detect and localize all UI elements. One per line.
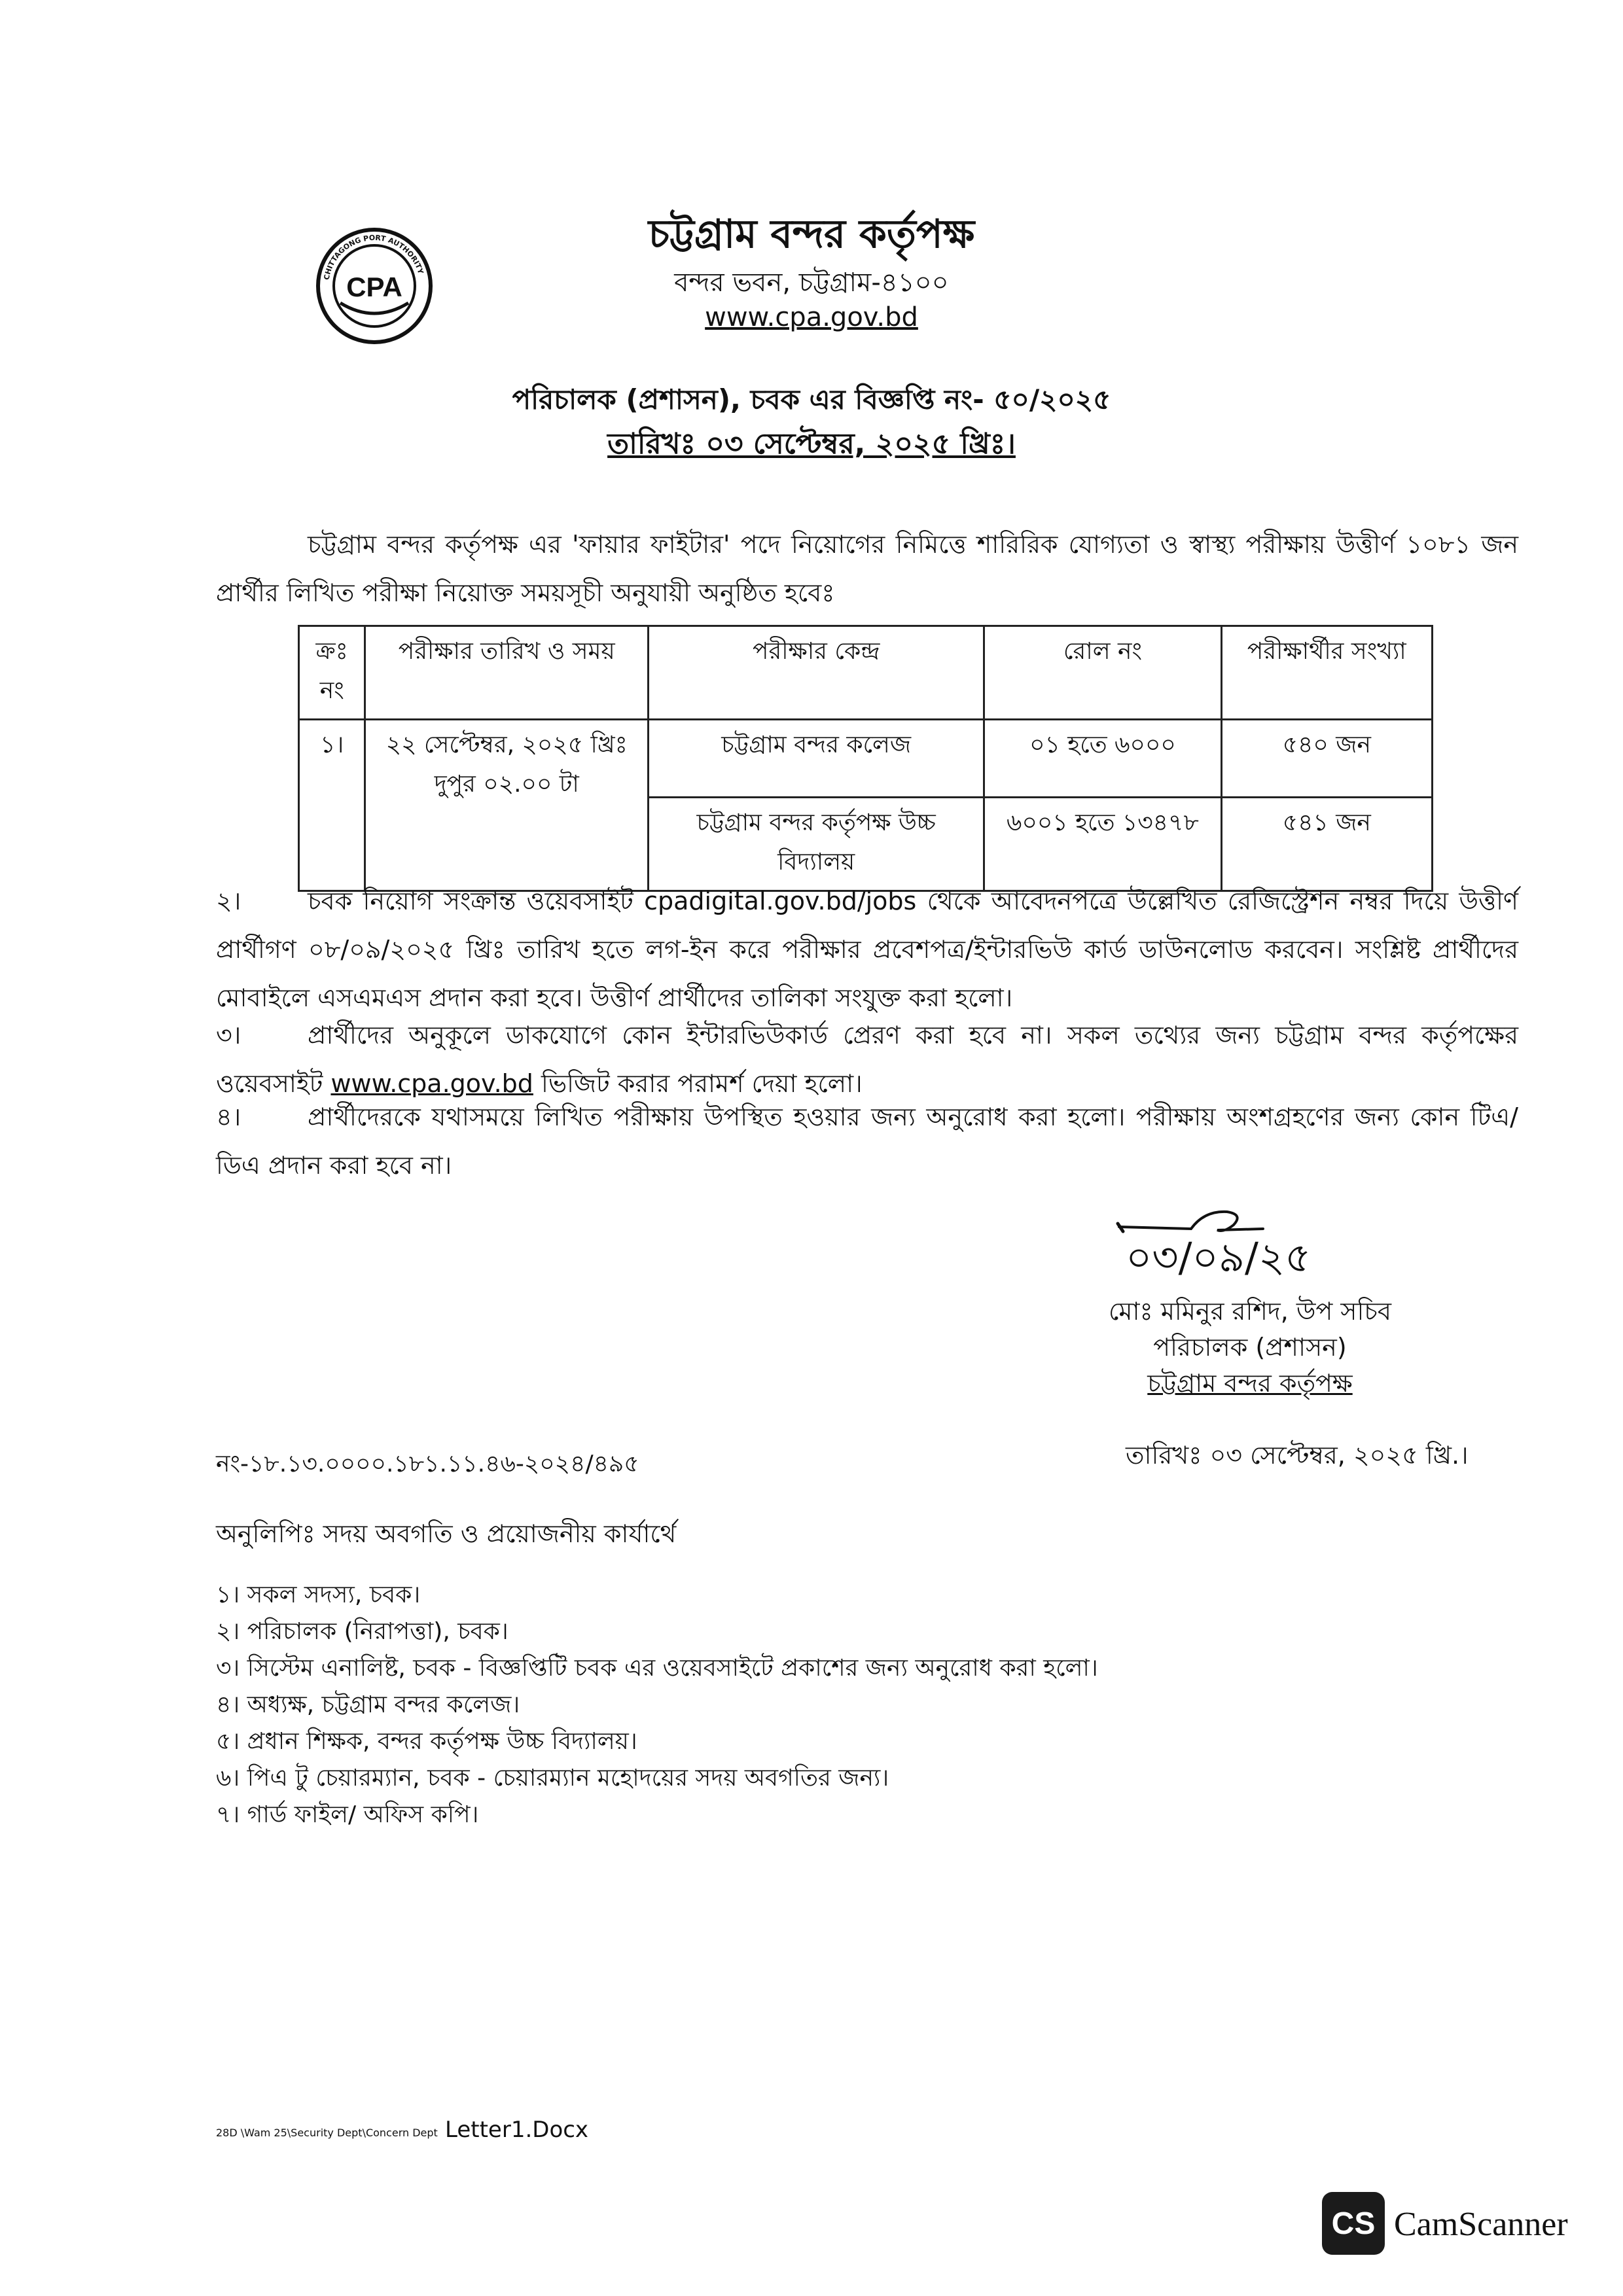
paragraph-number: ২। — [216, 887, 241, 915]
header-exam-center: পরীক্ষার কেন্দ্র — [649, 626, 984, 720]
svg-text:CPA: CPA — [346, 272, 402, 302]
header-serial: ক্রঃ নং — [299, 626, 365, 720]
cell-date-time — [365, 720, 649, 891]
paragraph-4 — [216, 1093, 1518, 1190]
signatory-title: পরিচালক (প্রশাসন) — [1153, 1333, 1347, 1362]
list-item: ৭। গার্ড ফাইল/ অফিস কপি। — [216, 1801, 479, 1828]
cell-exam-center: চট্টগ্রাম বন্দর কলেজ — [649, 720, 984, 798]
list-item: ৫। প্রধান শিক্ষক, বন্দর কর্তৃপক্ষ উচ্চ বিদ্যালয়। — [216, 1728, 637, 1755]
camscanner-brand: CamScanner — [1394, 2206, 1568, 2243]
table-row — [299, 720, 1433, 798]
intro-paragraph: চট্টগ্রাম বন্দর কর্তৃপক্ষ এর 'ফায়ার ফাইটার' পদে নিয়োগের নিমিত্তে শারিরিক যোগ্যতা ও স্বাস্থ্য পরীক্ষায় উত্তীর্ণ ১০৮১ জন প্রার্থীর লিখিত পরীক্ষা নিয়োক্ত সময়সূচী অনুযায়ী অনুষ্ঠিত হবেঃ — [216, 530, 1518, 607]
paragraph-number: ৪। — [216, 1103, 241, 1131]
list-item: ৪। অধ্যক্ষ, চট্টগ্রাম বন্দর কলেজ। — [216, 1691, 520, 1718]
footer-file-path: 28D \Wam 25\Security Dept\Concern Dept — [216, 2127, 438, 2139]
cell-exam-center: চট্টগ্রাম বন্দর কর্তৃপক্ষ উচ্চ বিদ্যালয় — [649, 798, 984, 891]
notice-date: তারিখঃ ০৩ সেপ্টেম্বর, ২০২৫ খ্রিঃ। — [607, 427, 1016, 461]
camscanner-logo-icon: CS — [1322, 2192, 1385, 2255]
cell-serial: ১। — [299, 720, 365, 891]
paragraph-number: ৩। — [216, 1021, 241, 1050]
list-item: ৩। সিস্টেম এনালিষ্ট, চবক - বিজ্ঞপ্তিটি চবক এর ওয়েবসাইটে প্রকাশের জন্য অনুরোধ করা হলো। — [216, 1655, 1098, 1682]
cell-candidate-count: ৫৪১ জন — [1221, 798, 1432, 891]
paragraph-text-part: ভিজিট করার পরামর্শ দেয়া হলো। — [533, 1069, 863, 1098]
signatory-name: মোঃ মমিনুর রশিদ, উপ সচিব — [1108, 1297, 1392, 1326]
cpa-website-link[interactable]: www.cpa.gov.bd — [330, 1069, 533, 1098]
table-header-row — [299, 626, 1433, 720]
signatory-org: চট্টগ্রাম বন্দর কর্তৃপক্ষ — [1147, 1369, 1353, 1398]
exam-date: ২২ সেপ্টেম্বর, ২০২৫ খ্রিঃ — [385, 732, 628, 758]
list-item: ১। সকল সদস্য, চবক। — [216, 1581, 421, 1608]
exam-time: দুপুর ০২.০০ টা — [434, 771, 579, 798]
footer-file-name: Letter1.Docx — [445, 2117, 589, 2143]
cell-candidate-count: ৫৪০ জন — [1221, 720, 1432, 798]
cell-roll-no: ০১ হতে ৬০০০ — [984, 720, 1221, 798]
paragraph-text: চবক নিয়োগ সংক্রান্ত ওয়েবসাইট cpadigital.gov.bd/jobs থেকে আবেদনপত্রে উল্লেখিত রেজিস্ট্রেশন নম্বর দিয়ে উত্তীর্ণ প্রার্থীগণ ০৮/০৯/২০২৫ খ্রিঃ তারিখ হতে লগ-ইন করে পরীক্ষার প্রবেশপত্র/ইন্টারভিউ কার্ড ডাউনলোড করবেন। সংশ্লিষ্ট প্রার্থীদের মোবাইলে এসএমএস প্রদান করা হবে। উত্তীর্ণ প্রার্থীদের তালিকা সংযুক্ত করা হলো। — [216, 887, 1518, 1012]
paragraph-text-part: প্রার্থীদের অনুকূলে ডাকযোগে কোন ইন্টারভিউকার্ড প্রেরণ করা হবে না। সকল তথ্যের জন্য চট্টগ্রাম বন্দর কর্তৃপক্ষের ওয়েবসাইট — [216, 1021, 1518, 1098]
exam-schedule-table — [298, 625, 1433, 892]
org-website-link[interactable]: www.cpa.gov.bd — [705, 302, 918, 332]
copy-list — [216, 1577, 1459, 1833]
header-candidate-count: পরীক্ষার্থীর সংখ্যা — [1221, 626, 1432, 720]
signature-date: ০৩/০৯/২৫ — [1126, 1233, 1311, 1281]
paragraph-2 — [216, 877, 1518, 1022]
org-address: বন্দর ভবন, চট্টগ্রাম-৪১০০ — [674, 268, 949, 298]
memo-number: নং-১৮.১৩.০০০০.১৮১.১১.৪৬-২০২৪/৪৯৫ — [216, 1451, 639, 1477]
memo-date: তারিখঃ ০৩ সেপ্টেম্বর, ২০২৫ খ্রি.। — [1126, 1441, 1469, 1470]
paragraph-text: প্রার্থীদেরকে যথাসময়ে লিখিত পরীক্ষায় উপস্থিত হওয়ার জন্য অনুরোধ করা হলো। পরীক্ষায় অংশগ্রহণের জন্য কোন টিএ/ডিএ প্রদান করা হবে না। — [216, 1103, 1518, 1180]
header-date-time: পরীক্ষার তারিখ ও সময় — [365, 626, 649, 720]
copy-heading: অনুলিপিঃ সদয় অবগতি ও প্রয়োজনীয় কার্যার্থে — [216, 1519, 677, 1548]
list-item: ২। পরিচালক (নিরাপত্তা), চবক। — [216, 1618, 508, 1645]
cell-roll-no: ৬০০১ হতে ১৩৪৭৮ — [984, 798, 1221, 891]
svg-text:CHITTAGONG PORT AUTHORITY: CHITTAGONG PORT AUTHORITY — [322, 233, 425, 281]
org-name: চট্টগ্রাম বন্দর কর্তৃপক্ষ — [648, 211, 975, 257]
notice-number: পরিচালক (প্রশাসন), চবক এর বিজ্ঞপ্তি নং- ৫০/২০২৫ — [512, 383, 1111, 415]
list-item: ৬। পিএ টু চেয়ারম্যান, চবক - চেয়ারম্যান মহোদয়ের সদয় অবগতির জন্য। — [216, 1765, 889, 1792]
header-roll-no: রোল নং — [984, 626, 1221, 720]
